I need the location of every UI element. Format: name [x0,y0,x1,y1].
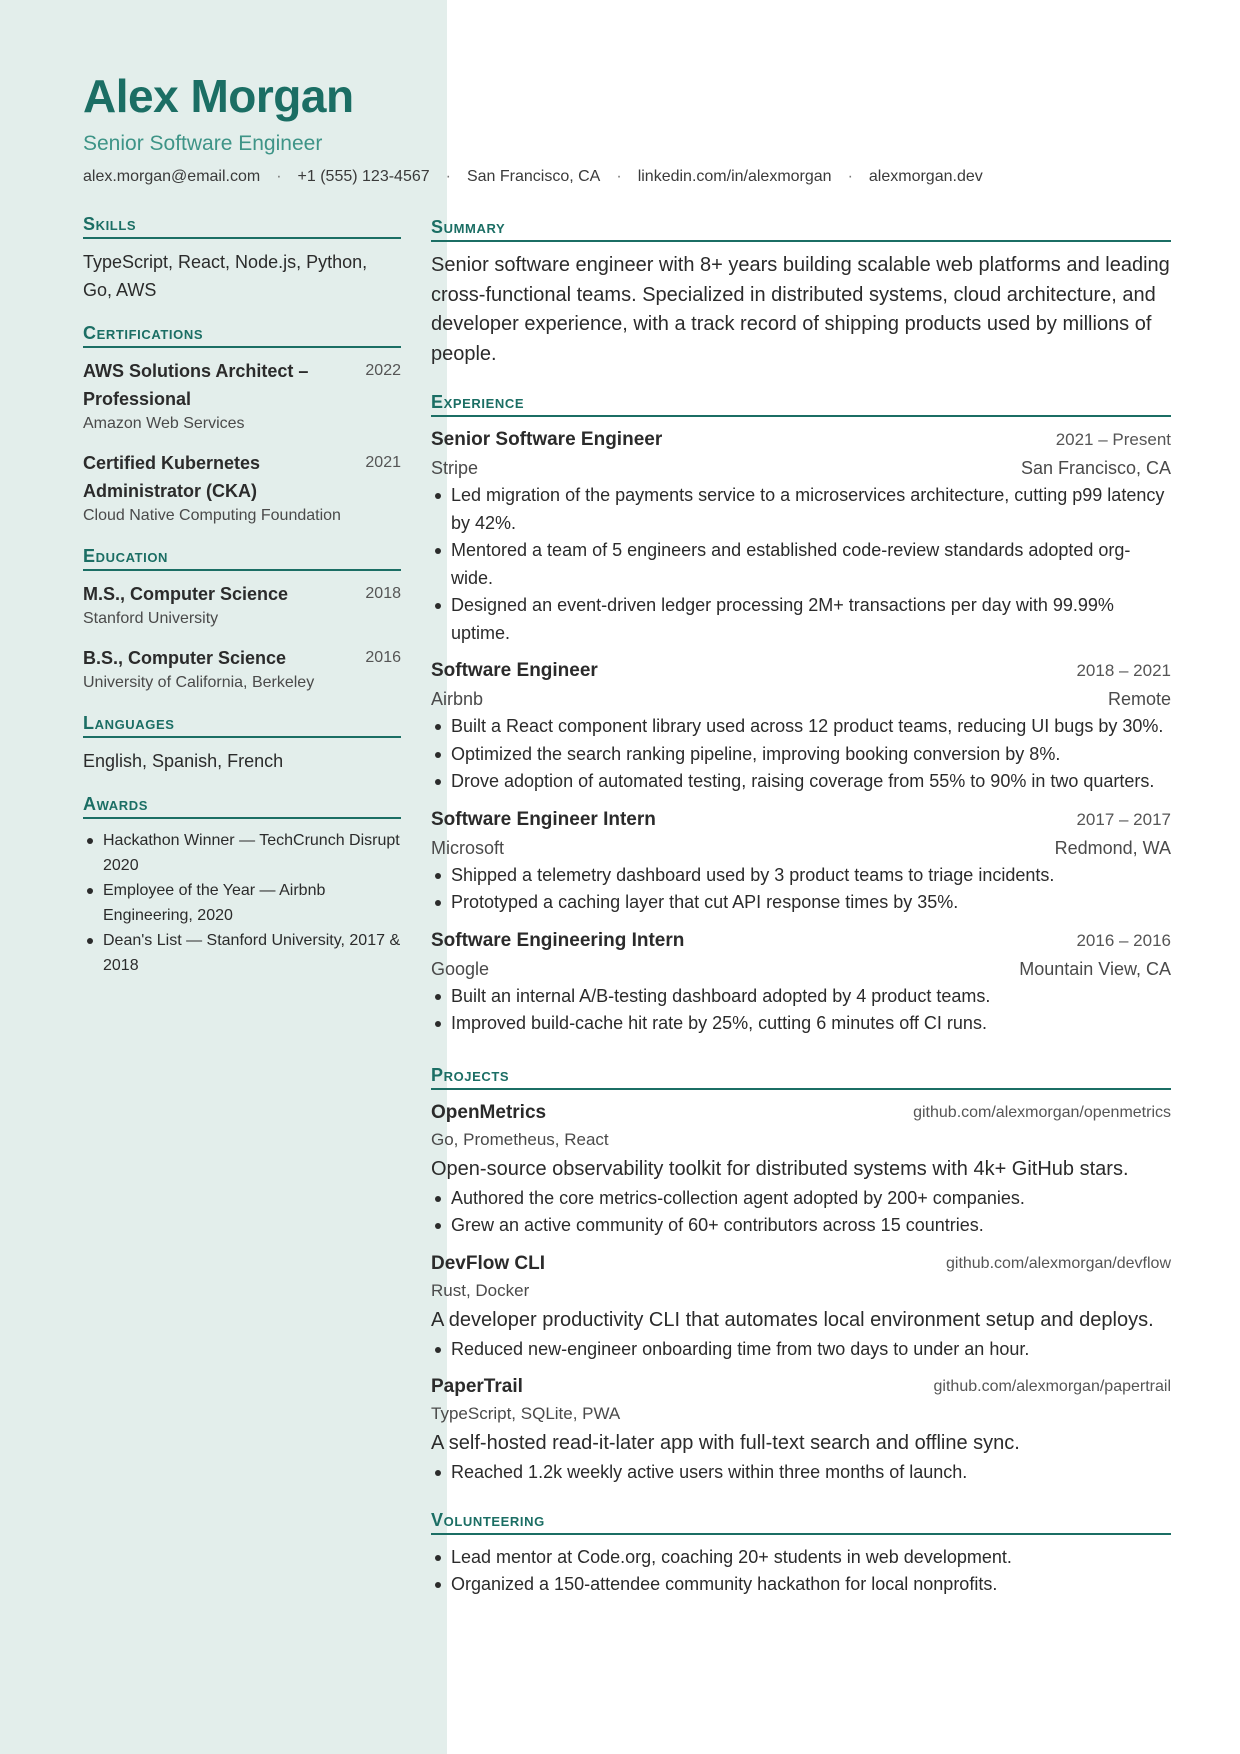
contact-website[interactable]: alexmorgan.dev [868,168,983,185]
contact-separator: · [616,168,622,185]
certification-name: AWS Solutions Architect – Professional [83,361,309,409]
education-section [83,545,401,694]
contact-separator: · [276,168,282,185]
project-description: A self-hosted read-it-later app with full-text search and offline sync. [431,1432,1020,1454]
section-heading: Volunteering [431,1509,1171,1535]
job-company: Microsoft [431,837,505,858]
project-tech: TypeScript, SQLite, PWA [431,1404,621,1423]
award-item: Employee of the Year — Airbnb Engineering, 2020 [83,878,401,928]
certifications-section [83,322,401,527]
job-company: Airbnb [431,689,484,709]
awards-section [83,793,401,978]
award-item: Dean's List — Stanford University, 2017 & 2018 [83,928,401,978]
job-location: Remote [1107,689,1171,709]
project-name: OpenMetrics [431,1101,547,1123]
job-bullet: Mentored a team of 5 engineers and established code-review standards adopted org-wide. [431,537,1171,592]
project-bullet: Authored the core metrics-collection agent adopted by 200+ companies. [431,1185,1171,1213]
section-heading: Awards [83,793,401,819]
volunteering-section [431,1509,1171,1599]
languages-list: English, Spanish, French [83,751,284,771]
contact-line [83,168,1163,186]
job-bullet: Optimized the search ranking pipeline, improving booking conversion by 8%. [431,741,1171,769]
certification-item [83,357,401,435]
summary-text: Senior software engineer with 8+ years building scalable web platforms and leading cross-functional teams. Specialized in distributed systems, cloud architecture, and developer experience, with a track record of shipping products used by millions of people. [431,254,1170,365]
project-bullets [431,1336,1171,1364]
section-heading: Education [83,545,401,571]
volunteering-item: Lead mentor at Code.org, coaching 20+ students in web development. [431,1544,1171,1572]
award-item: Hackathon Winner — TechCrunch Disrupt 2020 [83,828,401,878]
project-bullets [431,1459,1171,1487]
project-entry [431,1373,1171,1487]
project-link[interactable]: github.com/alexmorgan/papertrail [933,1378,1171,1395]
contact-separator: · [445,168,451,185]
job-dates: 2021 – Present [1055,430,1171,449]
project-bullet: Grew an active community of 60+ contributors across 15 countries. [431,1212,1171,1240]
contact-phone[interactable]: +1 (555) 123-4567 [297,168,430,185]
awards-list [83,828,401,978]
project-description: Open-source observability toolkit for distributed systems with 4k+ GitHub stars. [431,1157,1129,1180]
sidebar-column [83,213,401,996]
project-entry [431,1250,1171,1364]
section-heading: Summary [431,216,1171,242]
job-bullet: Shipped a telemetry dashboard used by 3 product teams to triage incidents. [431,862,1171,890]
job-entry [431,927,1171,1038]
job-company: Google [431,958,490,979]
job-entry [431,657,1171,796]
experience-section [431,391,1171,1038]
job-title: Software Engineer [431,660,598,681]
education-school: Stanford University [83,610,219,627]
volunteering-item: Organized a 150-attendee community hackathon for local nonprofits. [431,1571,1171,1599]
candidate-name: Alex Morgan [83,70,354,122]
certification-issuer: Amazon Web Services [83,415,245,432]
job-dates: 2016 – 2016 [1076,930,1171,950]
project-description: A developer productivity CLI that automates local environment setup and deploys. [431,1308,1154,1331]
main-column [431,216,1171,1621]
section-heading: Skills [83,213,401,239]
job-bullets [431,482,1171,647]
skills-section [83,213,401,304]
section-heading: Certifications [83,322,401,348]
job-title: Software Engineer Intern [431,808,656,830]
job-bullet: Built an internal A/B-testing dashboard adopted by 4 product teams. [431,983,1171,1011]
job-dates: 2018 – 2021 [1076,661,1171,680]
contact-location: San Francisco, CA [466,168,601,185]
job-bullets [431,862,1171,917]
job-entry [431,806,1171,917]
languages-section [83,712,401,775]
job-company: Stripe [431,458,479,478]
job-bullet: Improved build-cache hit rate by 25%, cutting 6 minutes off CI runs. [431,1010,1171,1038]
contact-linkedin[interactable]: linkedin.com/in/alexmorgan [637,168,832,185]
job-bullet: Designed an event-driven ledger processing 2M+ transactions per day with 99.99% uptime. [431,592,1171,647]
education-degree: B.S., Computer Science [83,648,287,668]
section-heading: Experience [431,391,1171,417]
summary-section [431,216,1171,369]
section-heading: Projects [431,1064,1171,1090]
job-bullets [431,983,1171,1038]
job-entry [431,426,1171,647]
job-location: Redmond, WA [1054,837,1171,858]
certification-year: 2021 [365,454,401,471]
certification-item [83,449,401,527]
project-tech: Go, Prometheus, React [431,1129,609,1149]
skills-list: TypeScript, React, Node.js, Python, Go, AWS [83,252,368,300]
project-bullet: Reached 1.2k weekly active users within three months of launch. [431,1459,1171,1487]
job-location: Mountain View, CA [1019,958,1171,979]
certification-year: 2022 [365,362,401,379]
job-location: San Francisco, CA [1020,458,1171,478]
job-bullet: Drove adoption of automated testing, raising coverage from 55% to 90% in two quarters. [431,768,1171,796]
job-dates: 2017 – 2017 [1076,809,1171,829]
education-school: University of California, Berkeley [83,674,315,691]
section-heading: Languages [83,712,401,738]
certification-name: Certified Kubernetes Administrator (CKA) [83,453,261,501]
project-bullets [431,1185,1171,1240]
project-link[interactable]: github.com/alexmorgan/devflow [945,1254,1171,1272]
education-item [83,580,401,630]
project-link[interactable]: github.com/alexmorgan/openmetrics [913,1103,1171,1121]
contact-separator: · [847,168,853,185]
education-year: 2018 [365,585,401,602]
project-name: DevFlow CLI [431,1252,546,1274]
job-bullet: Built a React component library used across 12 product teams, reducing UI bugs by 30%. [431,713,1171,741]
project-bullet: Reduced new-engineer onboarding time from two days to under an hour. [431,1336,1171,1364]
project-tech: Rust, Docker [431,1280,530,1300]
job-bullet: Led migration of the payments service to a microservices architecture, cutting p99 latency by 42%. [431,482,1171,537]
education-item [83,644,401,694]
project-entry [431,1099,1171,1240]
project-name: PaperTrail [431,1376,523,1397]
education-year: 2016 [365,649,401,666]
volunteering-list [431,1544,1171,1599]
certification-issuer: Cloud Native Computing Foundation [83,507,341,524]
job-title: Software Engineering Intern [431,929,685,951]
resume-header [83,68,1163,186]
job-title: Senior Software Engineer [431,429,663,450]
job-bullet: Prototyped a caching layer that cut API response times by 35%. [431,889,1171,917]
contact-email[interactable]: alex.morgan@email.com [83,168,261,185]
candidate-title: Senior Software Engineer [83,132,323,155]
education-degree: M.S., Computer Science [83,584,289,604]
projects-section [431,1064,1171,1487]
job-bullets [431,713,1171,796]
